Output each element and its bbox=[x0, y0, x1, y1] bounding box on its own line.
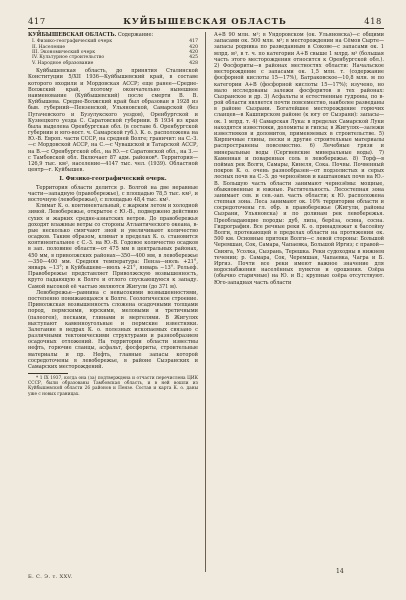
intro-heading bbox=[28, 32, 198, 38]
article-title: КУЙБЫШЕВСКАЯ ОБЛАСТЬ. bbox=[28, 32, 117, 38]
running-title: КУЙБЫШЕВСКАЯ ОБЛАСТЬ bbox=[123, 16, 287, 26]
body-paragraph: Территория области делится р. Волгой на две неравные части—западную (правобережье), с площадью 78,5 тыс. км², и восточную (левобережье), с площадью 48,4 тыс. км². bbox=[28, 184, 198, 203]
body-paragraph: Левобережье—равнина с невысокими возвышенностями, постепенно понижающаяся к Волге. Геологическое строение. Приволжская возвышенность сложена осадочными толщами пород, пермскими, юрскими, меловыми и третичными (палеоген), песками, глинами и мергелями. В Жигулях выступают каменноугольные и пермские известняки. Залегание в недрах К. о. полезных ископаемых связано с различными тектоническими структурами и разнообразием осадочных отложений. На территории области известны нефть, горючие сланцы, асфальт, фосфориты, строительные материалы и пр. Нефть, главные запасы которой сосредоточены в левобережье, в районе Сызранских и Самарских месторождений. bbox=[28, 289, 198, 371]
toc-item: III. Экономический очерк 420 bbox=[32, 50, 198, 55]
volume-footer: Б. С. Э. т. XXV. bbox=[28, 574, 73, 580]
column-divider bbox=[205, 32, 206, 572]
toc-item: IV. Культурное строительство 425 bbox=[32, 55, 198, 61]
section-heading: I. Физико-географический очерк. bbox=[59, 176, 167, 183]
intro-paragraph: Куйбышевская область, до принятия Сталинской Конституции 5/XII 1936—Куйбышевский край, в составе которого входили и Мордовская АССР; еще ранее—Средне-Волжский край, поэтому окончательно нынешнее наименование (Куйбышевский) после смерти В. В. Куйбышева. Средне-Волжский край был образован в 1928 из быв. губерний—Пензенской, Ульяновской, Самарской (без Пугачевского и Бузулукского уездов), Оренбургской и Кузнецкого уезда С. Саратовской губернии. В 1934 из края была выделена Оренбургская обл. (в составе б. Оренбургской губернии и юго-вост. ч. Самарской губ.). К. о. расположена на Ю.-В. Европ. части СССР, на средней Волге; граничит: на С.-З.—с Мордовской АССР, на С.—с Чувашской и Татарской АССР, на В.—с Оренбургской обл., на Ю.—с Саратовской обл., на З.—с Тамбовской обл. Включает 87 адм. районов*. Территория—126,9 тыс. км², население—4147 тыс. чел. (1939). Областной центр—г. Куйбышев. bbox=[28, 68, 198, 174]
body-paragraph: А+В 90 млн. м³; в Ундоровском (ок. Ульяновска)—с общими запасами ок. 500 млн. м³; в месторождении на Сёмов Сырте—запасы родника по разведанным в Сокове—с запасами ок. 1 млрд. м³, в т. ч. по категории А+В свыше 1 млрд. м³ (большая часть этого месторождения относится к Оренбургской обл.). 2) Фосфориты—в районах местностях области: Начальское месторождение с запасами ок. 1,5 млн. т. (содержание фосфорной кислоты 15—17%), Батраковское—10,8 млн. м по категории А+В (фосфорной кислоты 15—17%); изучено, но мало исследованы залежи фосфоритов в тех районах: Сызранское и др. 3) Асфальты и естественные гудроны, по в-рой области является почти повсеместно, наиболее разведаны в районе Сызрани. Богатейшее месторождение горючих сланцев—в Кашпирском районе (к югу от Сызрани): запасы—ок. 1 млрд. т. 4) Самарская Лука: в пределах Самарской Луки находятся известняки, доломиты и гипсы; в Жигулях—залежи известняков и доломитов, применяемых в строительстве. 5) Кирпичные глины, пески и другие строительные материалы распространены повсеместно. 6) Лечебные грязи и минеральные воды (Сергиевские минеральные воды). 7) Каменная и поваренная соль в левобережье. 8) Торф—в поймах рек Волги, Самары, Кинеля, Сока. Почвы. Почвенный покров К. о. очень разнообразен—от подзолистых и серых лесных почв на С.-З. до чернозёмов и каштановых почв на Ю.-В. Большую часть области занимают чернозёмы: мощные, обыкновенные и южные. Растительность. Лесостепная зона занимает сев. и сев.-зап. часть области; к Ю. расположена степная зона. Леса занимают ок. 10% территории области и сосредоточены гл. обр. в правобережье (Жигули, районы Сызрани, Ульяновска) и по долинам рек левобережья. Преобладающие породы: дуб, липа, берёза, осина, сосна. Гидрография. Все речные реки К. о. принадлежат к бассейну Волги, протекающей в пределах области на протяжении ок. 500 км. Основные притоки Волги—с левой стороны: Большой Черемшан, Сок, Самара, Чапаевка, Большой Иргиз; с правой—Свияга, Усолка, Сызрань, Терешка. Реки судоходны в нижнем течении; р. Самара, Сок, Черемшан, Чапаевка, Чагра и Б. Иргиз. Почти все реки имеют важное значение для водоснабжения населённых пунктов и орошения. Озёра (обычно старичные) на Ю. и В.; крупные озёра отсутствуют. Юго-западная часть области bbox=[214, 32, 384, 286]
toc-item: V. Народное образование 428 bbox=[32, 60, 198, 66]
page-number-right: 418 bbox=[364, 16, 382, 26]
toc-item: I. Физико-географический очерк 417 bbox=[32, 39, 198, 45]
table-of-contents bbox=[28, 39, 198, 66]
footnote-rule bbox=[28, 373, 68, 374]
page-header bbox=[28, 16, 382, 28]
signature-mark: 14 bbox=[336, 568, 344, 575]
page-number-left: 417 bbox=[28, 16, 46, 26]
footnote: * 1 IX 1937, когда она (за) подтверждена и отчасти перечислена ЦИК СССР, были образованы Тамбовская область, и в ней вошли из Куйбышевской области 26 районов и Пензе. Состав и карта К. о. даны уже с новых границах. bbox=[28, 376, 198, 397]
contents-label: Содержание: bbox=[116, 32, 154, 38]
header-rule bbox=[28, 28, 384, 29]
body-paragraph: Климат К. о. континентальный, с жарким летом и холодной зимой. Левобережье, открытое с Ю.-В., подвержено действию сухих и жарких средне-азиатских ветров. До правобережья доходят влажные ветры со стороны Атлантического океана, в-рые несколько смягчают зной и увеличивают количество осадков. Таким образом, климат в пределах К. о. становится континентальнее с С.-З. на Ю.-В. Годовое количество осадков в зап. половине области—от 475 мм в центральных районах, 450 мм, в приволжских районах—350—400 мм, в левобережье—350—400 мм. Средняя температура: Пенза—июль +21°, январь −13°; в Куйбышеве—июль +21°, январь −13°. Рельеф. Правобережье представляет Приволжскую возвышенность, круто падающую к Волге и отлого спускающуюся к западу. Самой высокой её частью являются Жигули (до 371 м). bbox=[28, 203, 198, 290]
right-column bbox=[214, 32, 384, 286]
left-column bbox=[28, 32, 198, 397]
toc-item: II. Население 420 bbox=[32, 44, 198, 50]
